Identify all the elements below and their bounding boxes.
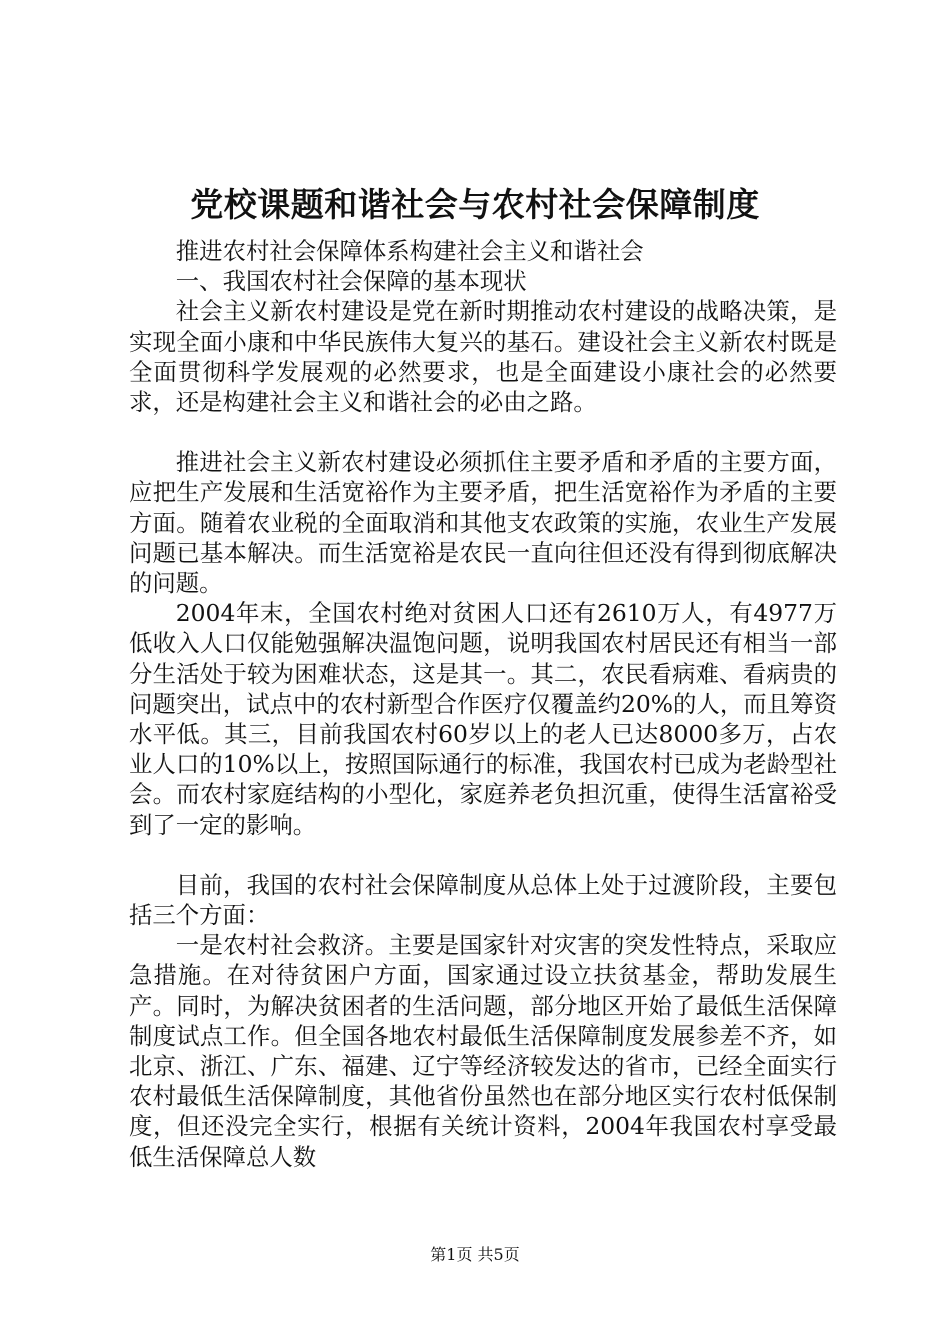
paragraph-subtitle: 推进农村社会保障体系构建社会主义和谐社会 [175, 237, 644, 265]
paragraph-section-heading: 一、我国农村社会保障的基本现状 [175, 267, 527, 296]
paragraph-poverty-statistics: 2004年末，全国农村绝对贫困人口还有2610万人，有4977万低收入人口仅能勉强解决温饱问题，说明我国农村居民还有相当一部分生活处于较为困难状态，这是其一。其二，农民看病难、看病贵的问题突出，试点中的农村新型合作医疗仅覆盖约20%的人，而且筹资水平低。其三，目前我国农村60岁以上的老人已达8000多万，占农业人口的10%以上，按照国际通行的标准，我国农村已成为老龄型社会。而农村家庭结构的小型化，家庭养老负担沉重，使得生活富裕受到了一定的影响。 [129, 599, 837, 839]
page-footer: 第1页 共5页 [430, 1245, 520, 1264]
document-body [129, 236, 837, 1172]
paragraph-new-countryside: 社会主义新农村建设是党在新时期推动农村建设的战略决策，是实现全面小康和中华民族伟大复兴的基石。建设社会主义新农村既是全面贯彻科学发展观的必然要求，也是全面建设小康社会的必然要求，还是构建社会主义和谐社会的必由之路。 [129, 297, 837, 417]
document-title: 党校课题和谐社会与农村社会保障制度 [190, 185, 760, 224]
paragraph-main-contradiction: 推进社会主义新农村建设必须抓住主要矛盾和矛盾的主要方面，应把生产发展和生活宽裕作为主要矛盾，把生活宽裕作为矛盾的主要方面。随着农业税的全面取消和其他支农政策的实施，农业生产发展问题已基本解决。而生活宽裕是农民一直向往但还没有得到彻底解决的问题。 [129, 448, 837, 598]
paragraph-transition-stage: 目前，我国的农村社会保障制度从总体上处于过渡阶段，主要包括三个方面： [129, 870, 837, 930]
paragraph-social-relief: 一是农村社会救济。主要是国家针对灾害的突发性特点，采取应急措施。在对待贫困户方面，国家通过设立扶贫基金，帮助发展生产。同时，为解决贫困者的生活问题，部分地区开始了最低生活保障制度试点工作。但全国各地农村最低生活保障制度发展参差不齐，如北京、浙江、广东、福建、辽宁等经济较发达的省市，已经全面实行农村最低生活保障制度，其他省份虽然也在部分地区实行农村低保制度，但还没完全实行，根据有关统计资料，2004年我国农村享受最低生活保障总人数 [129, 931, 837, 1171]
